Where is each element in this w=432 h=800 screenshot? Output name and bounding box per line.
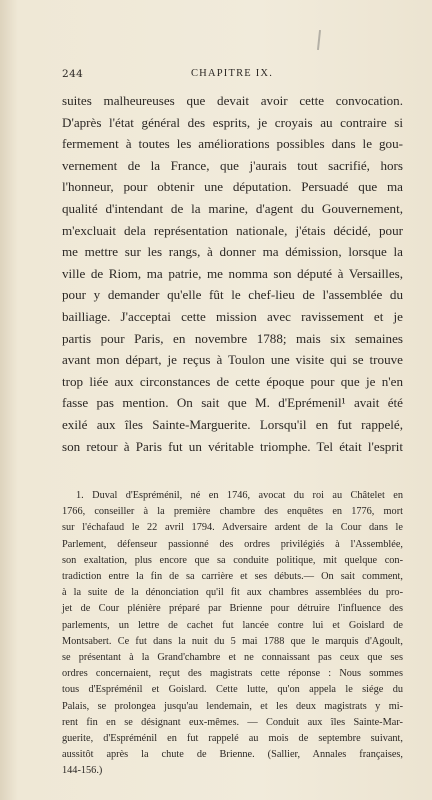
body-line: D'après l'état général des esprits, je croyais au contraire si: [62, 114, 403, 130]
body-line: me mettre sur les rangs, à donner ma démission, lorsque la: [62, 244, 403, 260]
body-line: fermement à toutes les améliorations possibles dans le gou-: [62, 136, 403, 152]
footnote: [62, 488, 403, 780]
body-line: trop liée aux circonstances de cette époque pour que je n'en: [62, 373, 403, 389]
footnote-line: à la suite de la dénonciation qu'il fit aux chambres assemblées du pro-: [62, 587, 403, 599]
footnote-line: tradiction entre la fin de sa carrière et ses débuts.— On sait comment,: [62, 571, 403, 583]
body-text: [62, 90, 403, 457]
footnote-line: se présentant à la Grand'chambre et ne connaissant pas ceux que ses: [62, 652, 403, 664]
body-line: vernement de la France, que j'aurais tout sacrifié, hors: [62, 157, 403, 173]
footnote-line: Montsabert. Ce fut dans la nuit du 5 mai 1788 que le marquis d'Agoult,: [62, 635, 403, 647]
page-number: 244: [62, 68, 84, 80]
footnote-line: Palais, se prolongea jusqu'au lendemain, et les deux magistrats y mi-: [62, 700, 403, 712]
footnote-line: aussitôt après la chute de Brienne. (Sallier, Annales françaises,: [62, 749, 403, 761]
body-line: qualité d'intendant de la marine, d'agent du Gouvernement,: [62, 200, 403, 216]
footnote-line: guerite, d'Espréménil en fut rappelé au mois de septembre suivant,: [62, 733, 403, 745]
page-header: [62, 68, 402, 84]
footnote-line: sur l'échafaud le 22 avril 1794. Adversaire ardent de la Cour dans le: [62, 522, 403, 534]
body-line: m'excluait dela représentation nationale, j'étais décidé, pour: [62, 222, 403, 238]
footnote-line: 1766, conseiller à la première chambre des enquêtes en 1776, mort: [62, 506, 403, 518]
running-head: CHAPITRE IX.: [190, 68, 274, 79]
footnote-line: ordres concernaient, reçut des magistrats cette réponse : Nous sommes: [62, 668, 403, 680]
pencil-mark: [317, 30, 321, 50]
body-line: son retour à Paris fut un véritable triomphe. Tel était l'esprit: [62, 438, 403, 454]
footnote-line: rent fin en se désignant eux-mêmes. — Conduit aux îles Sainte-Mar-: [62, 716, 403, 728]
body-line: partis pour Paris, en novembre 1788; mais six semaines: [62, 330, 403, 346]
footnote-line: Parlement, défenseur passionné des ordres privilégiés à l'Assemblée,: [62, 538, 403, 550]
body-line: avant mon départ, je reçus à Toulon une visite qui se trouve: [62, 352, 403, 368]
body-line: ville de Riom, ma patrie, me nomma son député à Versailles,: [62, 265, 403, 281]
body-line: pour y demander qu'elle fût le chef-lieu de l'assemblée du: [62, 287, 403, 303]
body-line: fasse pas mention. On sait que M. d'Eprémenil¹ avait été: [62, 395, 403, 411]
body-line: exilé aux îles Sainte-Marguerite. Lorsqu'il en fut rappelé,: [62, 416, 403, 432]
body-line: l'honneur, pour obtenir une députation. Persuadé que ma: [62, 179, 403, 195]
body-line: bailliage. J'acceptai cette mission avec ravissement et je: [62, 308, 403, 324]
footnote-line: tous d'Espréménil et Goislard. Cette lutte, qu'on appela le siége du: [62, 684, 403, 696]
footnote-line: son exaltation, plus encore que sa conduite politique, mit quelque con-: [62, 554, 403, 566]
footnote-line: parlements, un lettre de cachet fut lancée contre lui et Goislard de: [62, 619, 403, 631]
footnote-line: 144-156.): [62, 765, 103, 777]
body-line: suites malheureuses que devait avoir cette convocation.: [62, 93, 403, 108]
footnote-line: jet de Cour plénière préparé par Brienne pour détruire l'influence des: [62, 603, 403, 615]
footnote-line: 1. Duval d'Espréménil, né en 1746, avocat du roi au Châtelet en: [76, 490, 403, 501]
